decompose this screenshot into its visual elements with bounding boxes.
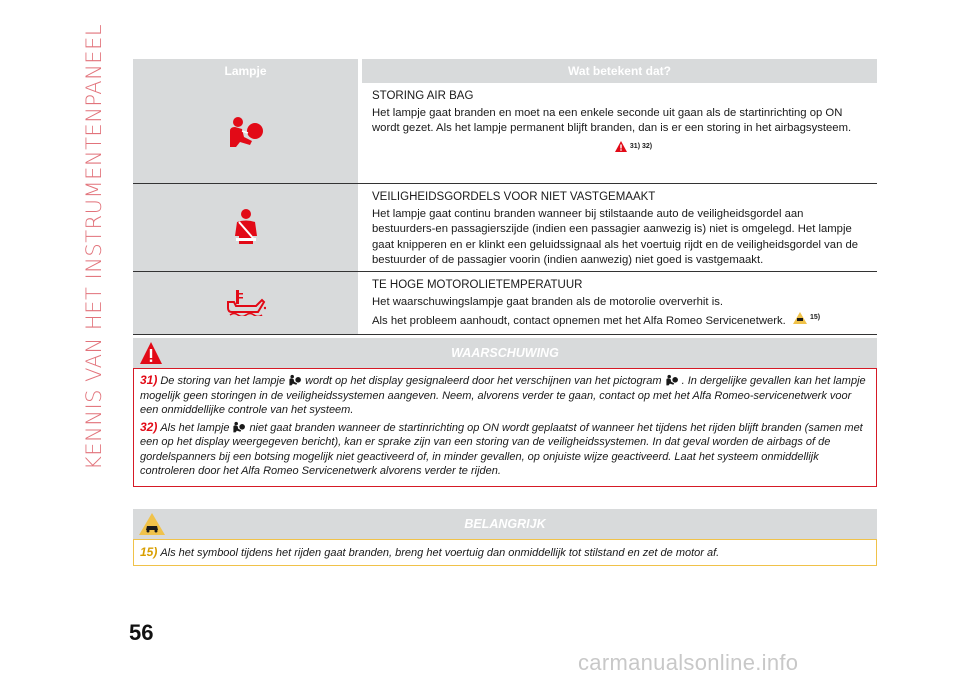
chapter-side-title: KENNIS VAN HET INSTRUMENTENPANEEL: [82, 23, 106, 470]
table-row: [133, 83, 877, 184]
table-row: [133, 272, 877, 335]
airbag-person-icon: [665, 374, 679, 387]
watermark: carmanualsonline.info: [578, 650, 799, 675]
important-title: BELANGRIJK: [464, 517, 546, 531]
important-text: Als het symbool tijdens het rijden gaat branden, breng het voertuig dan onmiddellijk tot stilstand en zet de motor af.: [160, 547, 720, 559]
page-number: 56: [129, 620, 154, 645]
warning-title: WAARSCHUWING: [451, 346, 559, 360]
caution-triangle-icon: [793, 312, 807, 324]
row-text-2: Als het probleem aanhoudt, contact opnemen met het Alfa Romeo Servicenetwerk.: [372, 314, 786, 327]
airbag-person-icon: [232, 421, 246, 434]
warning-triangle-icon: [615, 141, 627, 152]
airbag-person-icon: [288, 374, 302, 387]
row-title: TE HOGE MOTOROLIETEMPERATUUR: [372, 279, 583, 291]
caution-car-icon: [139, 513, 165, 535]
row-refs: 15): [809, 314, 821, 321]
table-header: [133, 59, 877, 83]
header-meaning: Wat betekent dat?: [362, 59, 877, 83]
oil-temperature-icon: [226, 290, 266, 316]
row-title: VEILIGHEIDSGORDELS VOOR NIET VASTGEMAAKT: [372, 191, 656, 203]
row-text: Het lampje gaat continu branden wanneer bij stilstaande auto de veiligheidsgordel aan bestuurders-en passagierszijde (indien een passagier aanwezig is) niet is omgelegd. Het lampje gaat knipperen en er klinkt een geluidssignaal als het voertuig rijdt en de veiligheidsgordel van de bestuurder of de passagier voorin (indien aanwezig) niet goed is vastgemaakt.: [372, 207, 859, 266]
row-text: Het waarschuwingslampje gaat branden als de motorolie oververhit is.: [372, 295, 724, 308]
seatbelt-icon: [231, 208, 261, 248]
airbag-person-icon: [226, 115, 266, 151]
important-box: BELANGRIJK 15) Als het symbool tijdens het rijden gaat branden, breng het voertuig dan onmiddellijk tot stilstand en zet de motor af.: [133, 509, 877, 566]
warning-triangle-icon: [139, 341, 163, 365]
row-refs: 31) 32): [629, 142, 653, 150]
warning-item: 32) Als het lampje niet gaat branden wanneer de startinrichting op ON wordt geplaatst of wanneer het tijdens het rijden blijft branden (samen met een op het display weergegeven bericht), kan er sprake zijn van een storing van de veiligheidssystemen. In dat geval worden de airbags of de gordelspanners bij een botsing mogelijk niet geactiveerd of, in minder gevallen, op onjuiste wijze geactiveerd. Laat het systeem onmiddellijk controleren door het Alfa Romeo Servicenetwerk alvorens verder te rijden.: [140, 419, 863, 477]
warning-lights-table: [133, 59, 877, 335]
row-title: STORING AIR BAG: [372, 90, 474, 102]
table-row: [133, 184, 877, 272]
warning-box: [133, 338, 877, 487]
row-text: Het lampje gaat branden en moet na een enkele seconde uit gaan als de startinrichting op ON wordt gezet. Als het lampje permanent blijft branden, dan is er een storing in het airbagsysteem.: [372, 106, 852, 134]
warning-item: 31) De storing van het lampje wordt op het display gesignaleerd door het verschijnen van het pictogram . In dergelijke gevallen kan het lampje mogelijk geen storingen in de veiligheidssystemen aangeven. Neem, alvorens verder te gaan, contact op met het Alfa Romeo-servicenetwerk voor een onmiddellijke controle van het systeem.: [140, 373, 866, 416]
header-lampje: Lampje: [133, 59, 358, 83]
